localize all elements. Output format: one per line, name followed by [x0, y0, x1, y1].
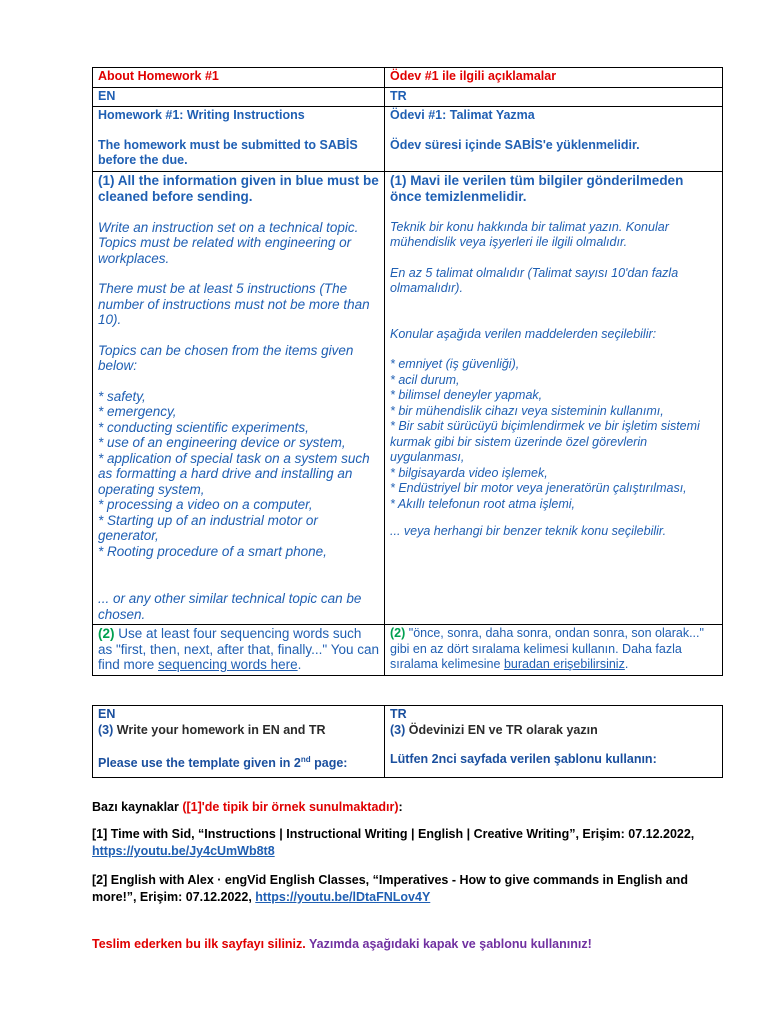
note1-tr: (1) Mavi ile verilen tüm bilgiler gönderilmeden önce temizlenmelidir. [390, 172, 684, 204]
note3-text-tr: Ödevinizi EN ve TR olarak yazın [405, 722, 598, 737]
para3-tr: Konular aşağıda verilen maddelerden seçilebilir: [390, 326, 657, 341]
reference-2 [92, 872, 732, 906]
list-item: * acil durum, [390, 372, 460, 387]
note2-tail-tr: . [624, 657, 629, 671]
lang-en: EN [93, 87, 385, 107]
reference-2-link[interactable]: https://youtu.be/lDtaFNLov4Y [255, 890, 431, 904]
note2-number-en: (2) [98, 626, 115, 641]
para3-en: Topics can be chosen from the items given below: [98, 342, 354, 373]
lang2-tr: TR [390, 707, 407, 721]
list-item: * application of special task on a system such as formatting a hard drive and installing an operating system, [98, 450, 370, 497]
list-item: * Endüstriyel bir motor veya jeneratörün çalıştırılması, [390, 481, 687, 495]
list-item: * Starting up of an industrial motor or generator, [98, 512, 318, 543]
reference-2-text: [2] English with Alex · engVid English Classes, “Imperatives - How to give commands in English and more!”, Erişim: 07.12.2022, [92, 873, 688, 904]
note3-number-tr: (3) [390, 722, 406, 737]
closing-tr: ... veya herhangi bir benzer teknik konu seçilebilir. [390, 524, 667, 538]
para1-tr: Teknik bir konu hakkında bir talimat yazın. Konular mühendislik veya işyerleri ile ilgili olmalıdır. [390, 219, 669, 249]
topic-list-tr [390, 357, 717, 512]
list-item: * Akıllı telefonun root atma işlemi, [390, 496, 576, 511]
reference-1-text: [1] Time with Sid, “Instructions | Instructional Writing | English | Creative Writing”, Erişim: 07.12.2022, [92, 827, 695, 841]
sequencing-words-link[interactable]: sequencing words here [158, 657, 298, 672]
language-cell-en [93, 706, 385, 778]
template-text-en: Please use the template given in 2 [98, 756, 301, 771]
note1-en: (1) All the information given in blue must be cleaned before sending. [98, 172, 379, 204]
note2-cell-en [93, 625, 385, 676]
list-item: * safety, [98, 388, 146, 404]
submit-en: The homework must be submitted to SABİS before the due. [98, 137, 358, 167]
list-item: * emergency, [98, 404, 177, 419]
header-en: About Homework #1 [93, 68, 385, 88]
list-item: * bilimsel deneyler yapmak, [390, 388, 543, 402]
template-note-tr: Lütfen 2nci sayfada verilen şablonu kullanın: [390, 752, 657, 766]
note2-text-en: Use at least four sequencing words such as "first, then, next, after that, finally..." You can find more [98, 626, 379, 672]
footer-red: Teslim ederken bu ilk sayfayı siliniz. [92, 937, 306, 951]
list-item: * conducting scientific experiments, [98, 419, 309, 435]
lang2-en: EN [98, 707, 116, 721]
title-tr: Ödevi #1: Talimat Yazma [390, 108, 535, 122]
list-item: * Bir sabit sürücüyü biçimlendirmek ve bir işletim sistemi kurmak gibi bir sistem üzerinde özel görevlerin uygulanması, [390, 419, 700, 464]
title-cell-en [93, 107, 385, 172]
reference-1 [92, 826, 732, 860]
header-tr: Ödev #1 ile ilgili açıklamalar [385, 68, 723, 88]
resources-label: Bazı kaynaklar [92, 800, 183, 814]
instructions-cell-tr [385, 171, 723, 625]
note2-number-tr: (2) [390, 626, 406, 640]
template-note-en [98, 752, 379, 772]
resources-colon: : [398, 800, 403, 814]
language-cell-tr [385, 706, 723, 778]
footer-purple: Yazımda aşağıdaki kapak ve şablonu kullanınız! [305, 937, 592, 951]
note2-cell-tr [385, 625, 723, 676]
list-item: * processing a video on a computer, [98, 497, 313, 512]
topic-list-en [98, 389, 379, 560]
note3-text-en: Write your homework in EN and TR [113, 722, 326, 737]
list-item: * use of an engineering device or system, [98, 435, 346, 450]
instructions-cell-en [93, 171, 385, 625]
submit-tr: Ödev süresi içinde SABİS'e yüklenmelidir. [390, 137, 640, 152]
template-sup-en: nd [300, 755, 311, 764]
title-cell-tr [385, 107, 723, 172]
language-table [92, 705, 723, 778]
reference-1-link[interactable]: https://youtu.be/Jy4cUmWb8t8 [92, 844, 275, 858]
title-en: Homework #1: Writing Instructions [98, 108, 305, 122]
lang-tr: TR [385, 87, 723, 107]
note3-number-en: (3) [98, 722, 114, 737]
list-item: * Rooting procedure of a smart phone, [98, 543, 327, 559]
list-item: * bir mühendislik cihazı veya sisteminin kullanımı, [390, 403, 664, 418]
list-item: * bilgisayarda video işlemek, [390, 465, 548, 480]
closing-en: ... or any other similar technical topic can be chosen. [98, 591, 362, 622]
list-item: * emniyet (iş güvenliği), [390, 357, 520, 371]
sequencing-words-link-tr[interactable]: buradan erişebilirsiniz [503, 657, 625, 671]
note2-text-tr: "önce, sonra, daha sonra, ondan sonra, son olarak..." gibi en az dört sıralama kelimesi kullanın. Daha fazla sıralama kelimesine [390, 626, 704, 671]
resources-note: ([1]'de tipik bir örnek sunulmaktadır) [182, 800, 399, 814]
para2-en: There must be at least 5 instructions (The number of instructions must not be more than 10). [98, 281, 370, 327]
para2-tr: En az 5 talimat olmalıdır (Talimat sayısı 10'dan fazla olmamalıdır). [390, 265, 679, 295]
template-tail-en: page: [310, 756, 348, 771]
homework-table [92, 67, 723, 676]
resources-heading [92, 799, 732, 816]
para1-en: Write an instruction set on a technical topic. Topics must be related with engineering or workplaces. [98, 219, 359, 266]
footer-note [92, 936, 732, 953]
note2-tail-en: . [297, 657, 302, 672]
